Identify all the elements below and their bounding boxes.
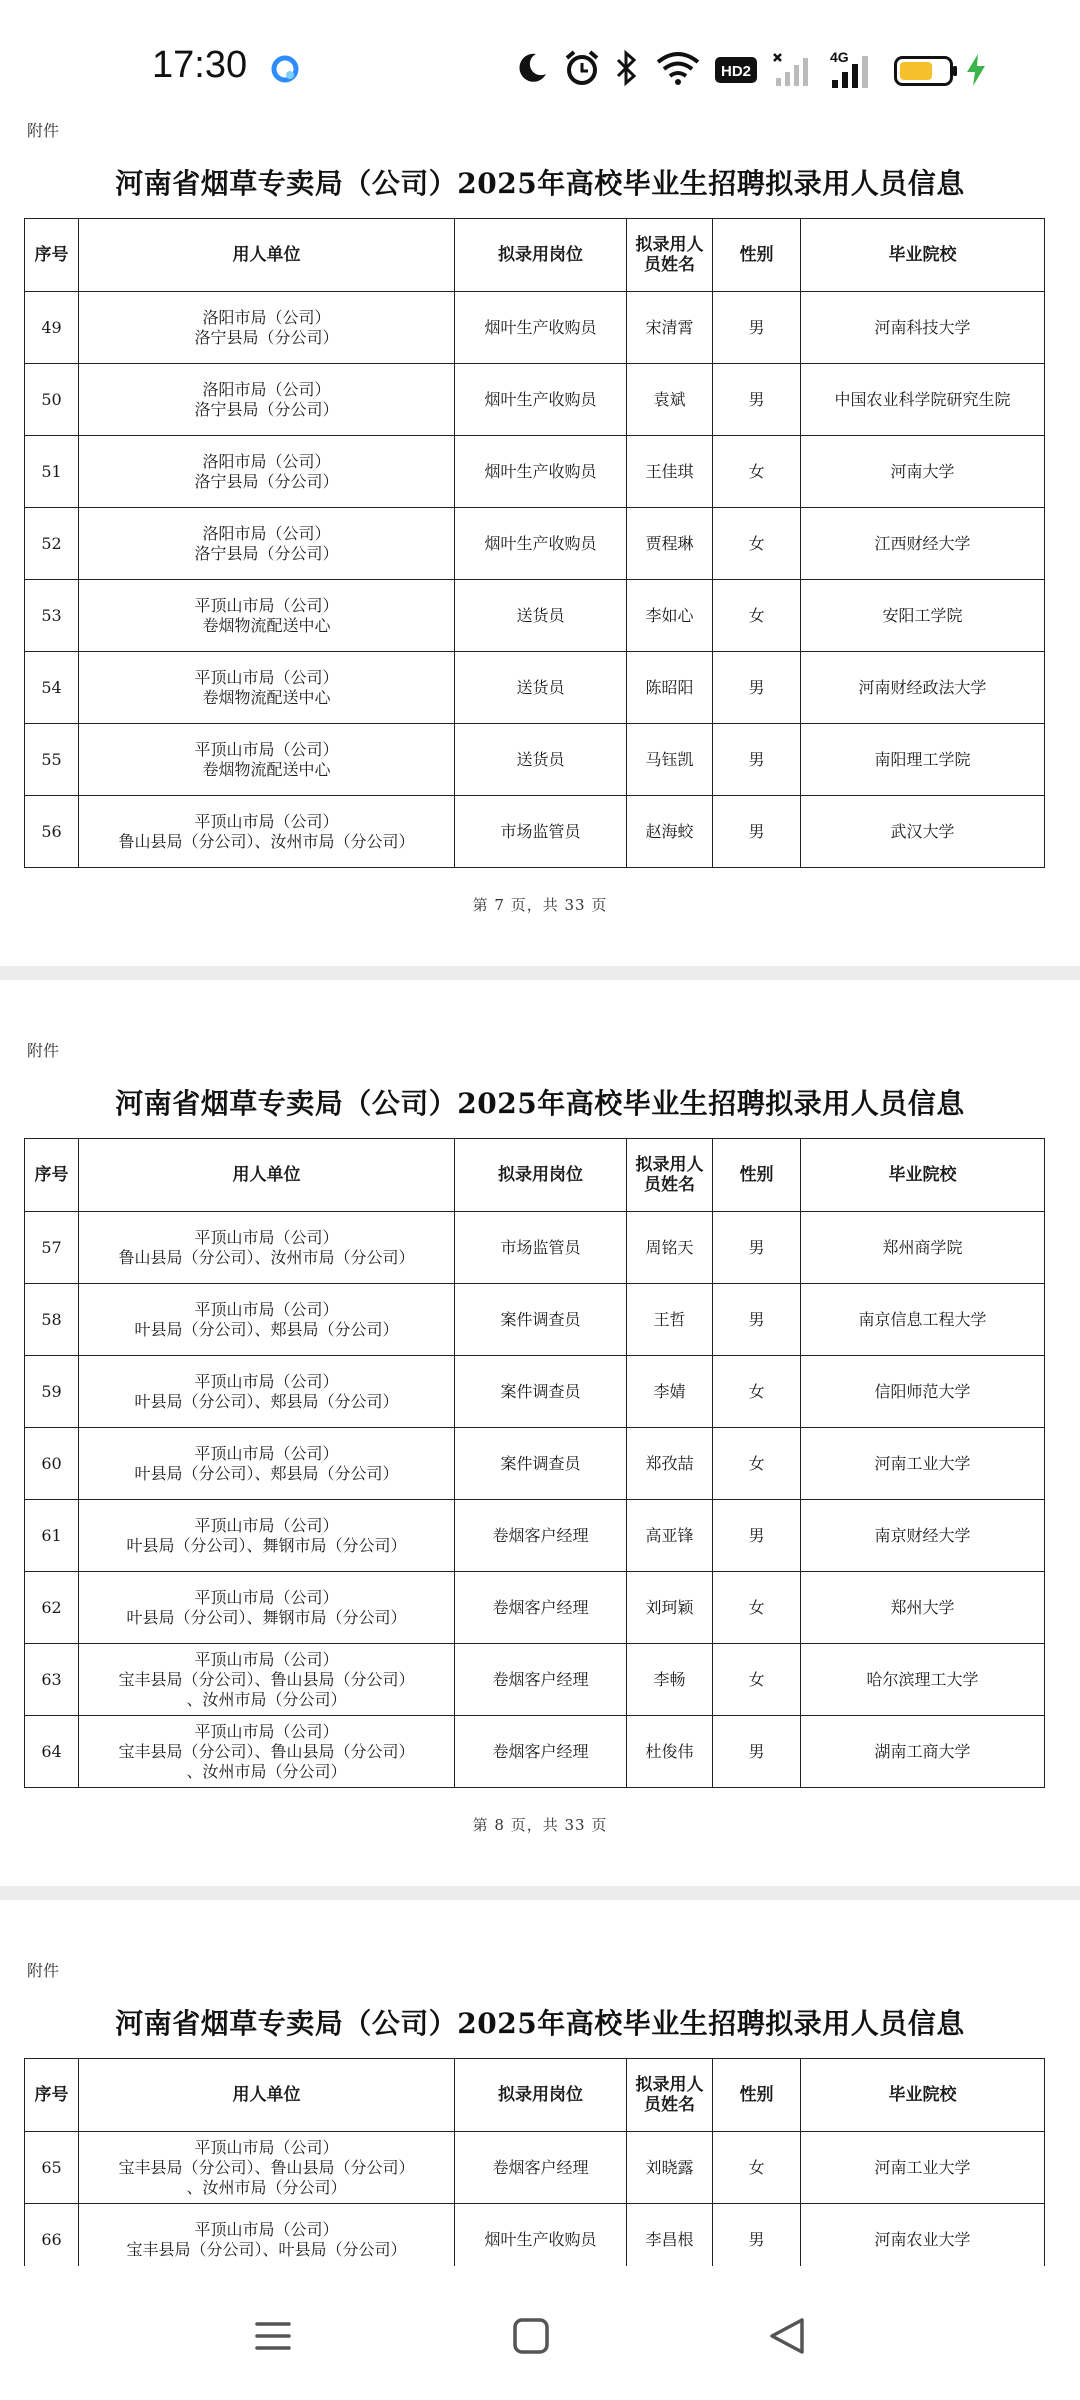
table-row — [25, 1284, 1045, 1356]
employer-unit — [79, 1284, 455, 1356]
employer-unit — [79, 1500, 455, 1572]
employer-unit-line: 、汝州市局（分公司） — [186, 1689, 347, 1709]
position-cell: 送货员 — [455, 724, 627, 796]
document-page-7 — [0, 110, 1080, 1030]
table-header-row — [25, 1139, 1045, 1212]
school-cell: 河南工业大学 — [801, 2132, 1045, 2204]
gender-cell: 女 — [713, 1644, 801, 1716]
employer-unit-line: 宝丰县局（分公司）、叶县局（分公司） — [126, 2239, 407, 2259]
gender-cell: 女 — [713, 1572, 801, 1644]
gender-cell: 女 — [713, 580, 801, 652]
table-row — [25, 1572, 1045, 1644]
gender-cell: 女 — [713, 436, 801, 508]
qq-icon — [270, 54, 300, 84]
attachment-label: 附件 — [27, 121, 60, 140]
page-separator — [0, 1886, 1080, 1900]
bluetooth-icon — [612, 48, 640, 88]
employer-unit-line: 叶县局（分公司）、郏县局（分公司） — [134, 1319, 399, 1339]
row-number: 57 — [25, 1212, 79, 1284]
employer-unit-line: 宝丰县局（分公司）、鲁山县局（分公司） — [118, 1741, 415, 1761]
svg-text:HD2: HD2 — [720, 63, 752, 80]
table-row — [25, 1428, 1045, 1500]
name-cell: 赵海蛟 — [627, 796, 713, 868]
row-number: 55 — [25, 724, 79, 796]
row-number: 52 — [25, 508, 79, 580]
column-header: 毕业院校 — [801, 219, 1045, 292]
wifi-icon — [654, 50, 702, 86]
position-cell: 市场监管员 — [455, 796, 627, 868]
name-cell: 陈昭阳 — [627, 652, 713, 724]
employer-unit-line: 叶县局（分公司）、郏县局（分公司） — [134, 1391, 399, 1411]
menu-icon[interactable] — [243, 2306, 303, 2366]
school-cell: 安阳工学院 — [801, 580, 1045, 652]
column-header: 毕业院校 — [801, 2059, 1045, 2132]
employer-unit-line: 平顶山市局（公司） — [194, 1587, 339, 1607]
table-row — [25, 580, 1045, 652]
navigation-bar — [0, 2266, 1080, 2400]
position-cell: 送货员 — [455, 652, 627, 724]
employer-unit-line: 平顶山市局（公司） — [194, 811, 339, 831]
school-cell: 武汉大学 — [801, 796, 1045, 868]
school-cell: 河南工业大学 — [801, 1428, 1045, 1500]
row-number: 49 — [25, 292, 79, 364]
row-number: 64 — [25, 1716, 79, 1788]
row-number: 50 — [25, 364, 79, 436]
employer-unit-line: 洛阳市局（公司） — [202, 307, 331, 327]
employer-unit-line: 平顶山市局（公司） — [194, 667, 339, 687]
employer-unit-line: 卷烟物流配送中心 — [202, 687, 331, 707]
row-number: 60 — [25, 1428, 79, 1500]
gender-cell: 女 — [713, 1428, 801, 1500]
column-header: 拟录用人员姓名 — [627, 2059, 713, 2132]
row-number: 63 — [25, 1644, 79, 1716]
table-row — [25, 2132, 1045, 2204]
employer-unit — [79, 796, 455, 868]
recruits-table — [24, 2058, 1045, 2266]
position-cell: 烟叶生产收购员 — [455, 2204, 627, 2267]
column-header: 拟录用人员姓名 — [627, 1139, 713, 1212]
position-cell: 烟叶生产收购员 — [455, 508, 627, 580]
column-header: 性别 — [713, 2059, 801, 2132]
table-row — [25, 1500, 1045, 1572]
recruits-table — [24, 1138, 1045, 1788]
row-number: 51 — [25, 436, 79, 508]
column-header: 拟录用岗位 — [455, 1139, 627, 1212]
name-cell: 刘晓露 — [627, 2132, 713, 2204]
employer-unit-line: 叶县局（分公司）、舞钢市局（分公司） — [126, 1535, 407, 1555]
position-cell: 案件调查员 — [455, 1356, 627, 1428]
employer-unit-line: 、汝州市局（分公司） — [186, 2177, 347, 2197]
row-number: 65 — [25, 2132, 79, 2204]
employer-unit-line: 宝丰县局（分公司）、鲁山县局（分公司） — [118, 1669, 415, 1689]
employer-unit — [79, 1644, 455, 1716]
school-cell: 江西财经大学 — [801, 508, 1045, 580]
column-header: 拟录用岗位 — [455, 219, 627, 292]
table-row — [25, 652, 1045, 724]
employer-unit — [79, 508, 455, 580]
position-cell: 卷烟客户经理 — [455, 2132, 627, 2204]
school-cell: 哈尔滨理工大学 — [801, 1644, 1045, 1716]
attachment-label: 附件 — [27, 1041, 60, 1060]
column-header: 序号 — [25, 219, 79, 292]
employer-unit-line: 平顶山市局（公司） — [194, 2219, 339, 2239]
employer-unit — [79, 364, 455, 436]
employer-unit-line: 平顶山市局（公司） — [194, 1299, 339, 1319]
employer-unit — [79, 1716, 455, 1788]
employer-unit — [79, 580, 455, 652]
svg-text:4G: 4G — [830, 49, 849, 65]
row-number: 61 — [25, 1500, 79, 1572]
column-header: 用人单位 — [79, 2059, 455, 2132]
employer-unit-line: 平顶山市局（公司） — [194, 1443, 339, 1463]
name-cell: 李畅 — [627, 1644, 713, 1716]
gender-cell: 女 — [713, 2132, 801, 2204]
column-header: 拟录用人员姓名 — [627, 219, 713, 292]
employer-unit-line: 洛阳市局（公司） — [202, 523, 331, 543]
school-cell: 河南农业大学 — [801, 2204, 1045, 2267]
gender-cell: 女 — [713, 508, 801, 580]
column-header: 拟录用岗位 — [455, 2059, 627, 2132]
employer-unit-line: 洛宁县局（分公司） — [194, 471, 339, 491]
school-cell: 中国农业科学院研究生院 — [801, 364, 1045, 436]
employer-unit — [79, 1356, 455, 1428]
column-header: 毕业院校 — [801, 1139, 1045, 1212]
school-cell: 郑州大学 — [801, 1572, 1045, 1644]
position-cell: 卷烟客户经理 — [455, 1500, 627, 1572]
gender-cell: 男 — [713, 796, 801, 868]
employer-unit-line: 平顶山市局（公司） — [194, 1227, 339, 1247]
back-icon[interactable] — [758, 2306, 818, 2366]
table-row — [25, 292, 1045, 364]
school-cell: 南京信息工程大学 — [801, 1284, 1045, 1356]
employer-unit-line: 平顶山市局（公司） — [194, 739, 339, 759]
school-cell: 河南科技大学 — [801, 292, 1045, 364]
position-cell: 卷烟客户经理 — [455, 1644, 627, 1716]
table-row — [25, 1644, 1045, 1716]
position-cell: 烟叶生产收购员 — [455, 292, 627, 364]
gender-cell: 男 — [713, 1212, 801, 1284]
employer-unit-line: 洛宁县局（分公司） — [194, 543, 339, 563]
row-number: 59 — [25, 1356, 79, 1428]
employer-unit-line: 宝丰县局（分公司）、鲁山县局（分公司） — [118, 2157, 415, 2177]
document-page-9 — [0, 1950, 1080, 2266]
document-page-8 — [0, 1030, 1080, 1950]
gender-cell: 男 — [713, 1500, 801, 1572]
employer-unit — [79, 652, 455, 724]
school-cell: 河南财经政法大学 — [801, 652, 1045, 724]
home-icon[interactable] — [501, 2306, 561, 2366]
employer-unit-line: 鲁山县局（分公司）、汝州市局（分公司） — [118, 1247, 415, 1267]
row-number: 66 — [25, 2204, 79, 2267]
name-cell: 李昌根 — [627, 2204, 713, 2267]
employer-unit-line: 平顶山市局（公司） — [194, 2137, 339, 2157]
school-cell: 湖南工商大学 — [801, 1716, 1045, 1788]
employer-unit — [79, 1572, 455, 1644]
employer-unit — [79, 1428, 455, 1500]
page-title: 河南省烟草专卖局（公司）2025年高校毕业生招聘拟录用人员信息 — [115, 2007, 965, 2040]
name-cell: 王哲 — [627, 1284, 713, 1356]
position-cell: 烟叶生产收购员 — [455, 436, 627, 508]
no-signal-icon — [772, 52, 812, 88]
employer-unit — [79, 2132, 455, 2204]
name-cell: 王佳琪 — [627, 436, 713, 508]
employer-unit — [79, 436, 455, 508]
recruits-table — [24, 218, 1045, 868]
gender-cell: 男 — [713, 1716, 801, 1788]
employer-unit-line: 卷烟物流配送中心 — [202, 759, 331, 779]
school-cell: 南京财经大学 — [801, 1500, 1045, 1572]
name-cell: 李婧 — [627, 1356, 713, 1428]
row-number: 53 — [25, 580, 79, 652]
position-cell: 市场监管员 — [455, 1212, 627, 1284]
table-row — [25, 796, 1045, 868]
school-cell: 南阳理工学院 — [801, 724, 1045, 796]
page-title: 河南省烟草专卖局（公司）2025年高校毕业生招聘拟录用人员信息 — [115, 167, 965, 200]
position-cell: 卷烟客户经理 — [455, 1716, 627, 1788]
employer-unit — [79, 292, 455, 364]
page-number: 第 8 页，共 33 页 — [472, 1816, 608, 1834]
table-header-row — [25, 219, 1045, 292]
alarm-icon — [562, 48, 602, 88]
name-cell: 袁斌 — [627, 364, 713, 436]
column-header: 用人单位 — [79, 219, 455, 292]
column-header: 用人单位 — [79, 1139, 455, 1212]
position-cell: 案件调查员 — [455, 1284, 627, 1356]
employer-unit-line: 叶县局（分公司）、舞钢市局（分公司） — [126, 1607, 407, 1627]
gender-cell: 男 — [713, 292, 801, 364]
name-cell: 杜俊伟 — [627, 1716, 713, 1788]
status-bar — [0, 0, 1080, 120]
name-cell: 马钰凯 — [627, 724, 713, 796]
name-cell: 李如心 — [627, 580, 713, 652]
employer-unit — [79, 724, 455, 796]
employer-unit-line: 平顶山市局（公司） — [194, 1721, 339, 1741]
position-cell: 烟叶生产收购员 — [455, 364, 627, 436]
employer-unit-line: 洛阳市局（公司） — [202, 451, 331, 471]
moon-icon — [514, 50, 550, 86]
table-row — [25, 1356, 1045, 1428]
employer-unit-line: 洛阳市局（公司） — [202, 379, 331, 399]
page-separator — [0, 966, 1080, 980]
4g-signal-icon — [828, 48, 880, 90]
employer-unit-line: 平顶山市局（公司） — [194, 595, 339, 615]
table-row — [25, 1716, 1045, 1788]
name-cell: 贾程琳 — [627, 508, 713, 580]
school-cell: 郑州商学院 — [801, 1212, 1045, 1284]
column-header: 序号 — [25, 2059, 79, 2132]
name-cell: 宋清霄 — [627, 292, 713, 364]
employer-unit — [79, 1212, 455, 1284]
status-time: 17:30 — [152, 44, 248, 86]
table-row — [25, 508, 1045, 580]
gender-cell: 女 — [713, 1356, 801, 1428]
attachment-label: 附件 — [27, 1961, 60, 1980]
position-cell: 送货员 — [455, 580, 627, 652]
page-title: 河南省烟草专卖局（公司）2025年高校毕业生招聘拟录用人员信息 — [115, 1087, 965, 1120]
employer-unit-line: 、汝州市局（分公司） — [186, 1761, 347, 1781]
employer-unit — [79, 2204, 455, 2267]
employer-unit-line: 叶县局（分公司）、郏县局（分公司） — [134, 1463, 399, 1483]
column-header: 性别 — [713, 1139, 801, 1212]
table-header-row — [25, 2059, 1045, 2132]
row-number: 58 — [25, 1284, 79, 1356]
table-row — [25, 2204, 1045, 2267]
hd-icon — [714, 56, 758, 84]
row-number: 56 — [25, 796, 79, 868]
employer-unit-line: 卷烟物流配送中心 — [202, 615, 331, 635]
name-cell: 郑孜喆 — [627, 1428, 713, 1500]
position-cell: 案件调查员 — [455, 1428, 627, 1500]
gender-cell: 男 — [713, 652, 801, 724]
gender-cell: 男 — [713, 724, 801, 796]
gender-cell: 男 — [713, 2204, 801, 2267]
table-row — [25, 364, 1045, 436]
employer-unit-line: 洛宁县局（分公司） — [194, 327, 339, 347]
name-cell: 刘珂颖 — [627, 1572, 713, 1644]
gender-cell: 男 — [713, 364, 801, 436]
battery-icon — [894, 56, 958, 86]
row-number: 62 — [25, 1572, 79, 1644]
name-cell: 高亚锋 — [627, 1500, 713, 1572]
employer-unit-line: 平顶山市局（公司） — [194, 1649, 339, 1669]
table-row — [25, 436, 1045, 508]
column-header: 序号 — [25, 1139, 79, 1212]
employer-unit-line: 平顶山市局（公司） — [194, 1371, 339, 1391]
name-cell: 周铭天 — [627, 1212, 713, 1284]
table-row — [25, 724, 1045, 796]
page-number: 第 7 页，共 33 页 — [472, 896, 608, 914]
charging-icon — [964, 52, 988, 88]
school-cell: 河南大学 — [801, 436, 1045, 508]
table-row — [25, 1212, 1045, 1284]
school-cell: 信阳师范大学 — [801, 1356, 1045, 1428]
row-number: 54 — [25, 652, 79, 724]
gender-cell: 男 — [713, 1284, 801, 1356]
employer-unit-line: 鲁山县局（分公司）、汝州市局（分公司） — [118, 831, 415, 851]
column-header: 性别 — [713, 219, 801, 292]
employer-unit-line: 平顶山市局（公司） — [194, 1515, 339, 1535]
position-cell: 卷烟客户经理 — [455, 1572, 627, 1644]
employer-unit-line: 洛宁县局（分公司） — [194, 399, 339, 419]
